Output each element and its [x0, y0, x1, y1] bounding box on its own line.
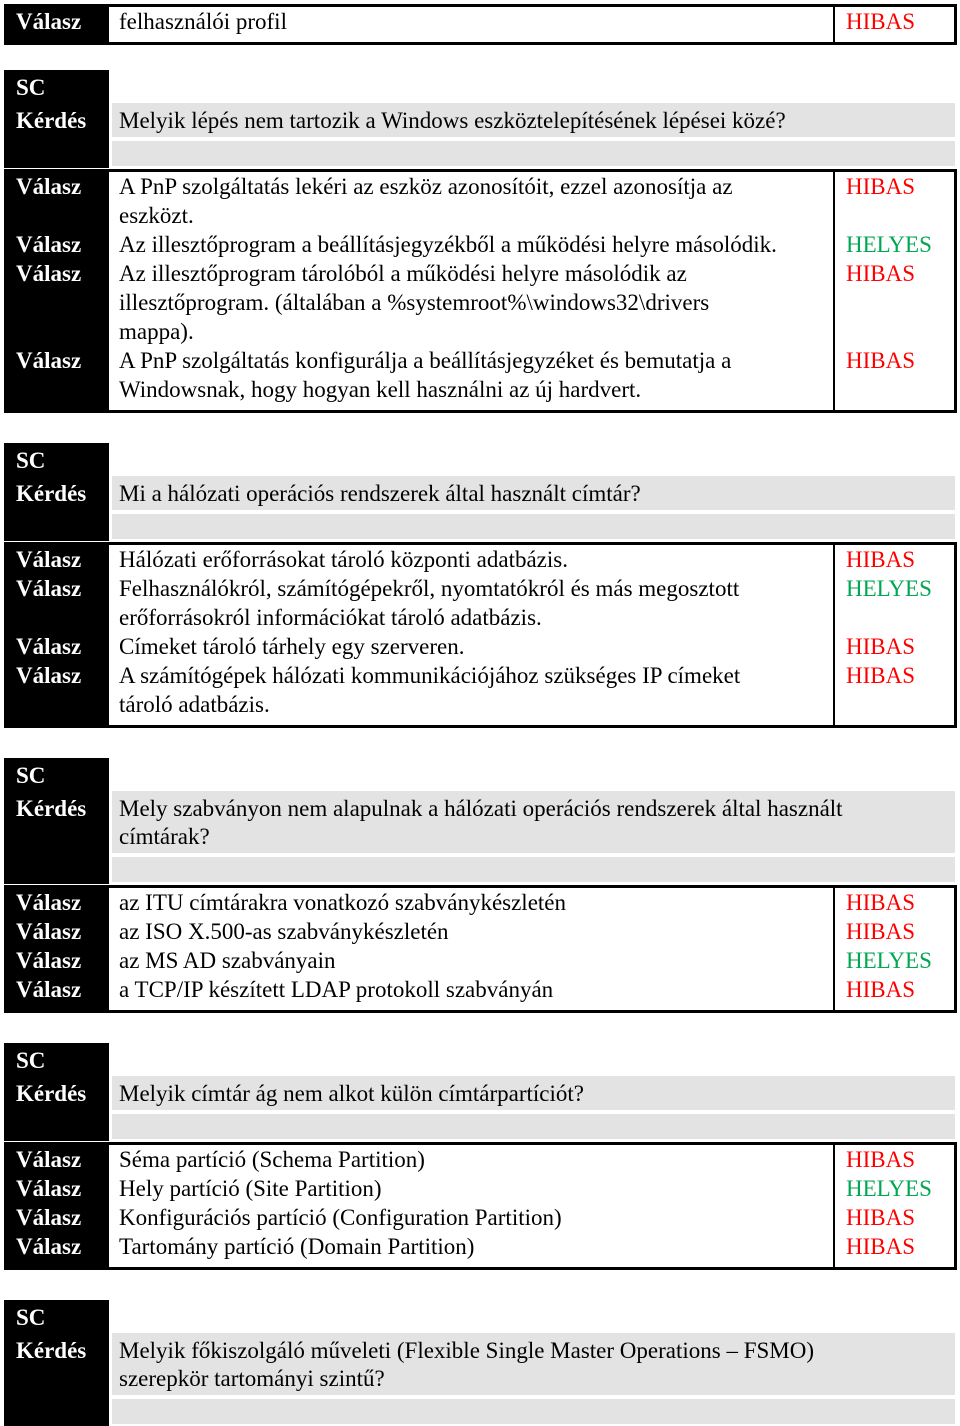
answer-text: Konfigurációs partíció (Configuration Partition)	[119, 1205, 562, 1230]
question-label: Kérdés	[16, 796, 87, 821]
answer-label: Válasz	[16, 948, 82, 973]
answer-text: Az illesztőprogram tárolóból a működési helyre másolódik az	[119, 261, 687, 286]
status-wrong: HIBAS	[846, 890, 916, 915]
question-spacer-cell	[112, 514, 955, 539]
answer-text: az MS AD szabványain	[119, 948, 336, 973]
question-text: Mi a hálózati operációs rendszerek által használt címtár?	[119, 481, 641, 506]
answer-text: Hálózati erőforrásokat tároló központi adatbázis.	[119, 547, 568, 572]
answer-label: Válasz	[16, 977, 82, 1002]
question-text: szerepkör tartományi szintű?	[119, 1366, 385, 1391]
answer-text: tároló adatbázis.	[119, 692, 270, 717]
answer-label: Válasz	[16, 1205, 82, 1230]
answers-block	[4, 169, 957, 413]
status-wrong: HIBAS	[846, 919, 916, 944]
status-wrong: HIBAS	[846, 1147, 916, 1172]
answers-block	[4, 1142, 957, 1270]
question-block	[4, 758, 957, 884]
status-column-divider	[833, 4, 835, 45]
status-wrong: HIBAS	[846, 634, 916, 659]
answer-text: erőforrásokról információkat tároló adatbázis.	[119, 605, 542, 630]
status-wrong: HIBAS	[846, 9, 916, 34]
question-block	[4, 1043, 957, 1141]
answer-text: Hely partíció (Site Partition)	[119, 1176, 382, 1201]
question-spacer-cell	[112, 857, 955, 882]
answer-label: Válasz	[16, 663, 82, 688]
status-correct: HELYES	[846, 576, 932, 601]
sc-label: SC	[16, 1305, 46, 1330]
answer-text: felhasználói profil	[119, 9, 287, 34]
status-correct: HELYES	[846, 1176, 932, 1201]
question-spacer-cell	[112, 1114, 955, 1139]
answer-label: Válasz	[16, 348, 82, 373]
question-label: Kérdés	[16, 1081, 87, 1106]
answer-label: Válasz	[16, 1147, 82, 1172]
status-wrong: HIBAS	[846, 348, 916, 373]
question-label: Kérdés	[16, 1338, 87, 1363]
status-wrong: HIBAS	[846, 547, 916, 572]
answer-text: illesztőprogram. (általában a %systemroot%\windows32\drivers	[119, 290, 710, 315]
answers-block	[4, 885, 957, 1013]
status-column-divider	[833, 1142, 835, 1270]
answer-text: mappa).	[119, 319, 194, 344]
answer-text: az ITU címtárakra vonatkozó szabványkészletén	[119, 890, 567, 915]
answer-text: eszközt.	[119, 203, 194, 228]
status-wrong: HIBAS	[846, 261, 916, 286]
answer-text: A PnP szolgáltatás konfigurálja a beállításjegyzéket és bemutatja a	[119, 348, 732, 373]
question-spacer-cell	[112, 1399, 955, 1424]
status-correct: HELYES	[846, 232, 932, 257]
answer-text: Címeket tároló tárhely egy szerveren.	[119, 634, 465, 659]
question-text: Melyik lépés nem tartozik a Windows eszköztelepítésének lépései közé?	[119, 108, 786, 133]
sc-label: SC	[16, 448, 46, 473]
question-spacer-cell	[112, 141, 955, 166]
answer-text: A számítógépek hálózati kommunikációjához szükséges IP címeket	[119, 663, 741, 688]
answer-text: Séma partíció (Schema Partition)	[119, 1147, 425, 1172]
answer-label: Válasz	[16, 634, 82, 659]
question-text: címtárak?	[119, 824, 210, 849]
question-block	[4, 70, 957, 168]
answer-text: Az illesztőprogram a beállításjegyzékből a működési helyre másolódik.	[119, 232, 777, 257]
status-wrong: HIBAS	[846, 977, 916, 1002]
answer-text: Tartomány partíció (Domain Partition)	[119, 1234, 475, 1259]
status-column-divider	[833, 885, 835, 1013]
question-text: Melyik főkiszolgáló műveleti (Flexible Single Master Operations – FSMO)	[119, 1338, 815, 1363]
answer-label: Válasz	[16, 919, 82, 944]
question-label: Kérdés	[16, 481, 87, 506]
answer-text: Windowsnak, hogy hogyan kell használni az új hardvert.	[119, 377, 642, 402]
answer-label: Válasz	[16, 890, 82, 915]
question-text: Mely szabványon nem alapulnak a hálózati operációs rendszerek által használt	[119, 796, 843, 821]
answer-label: Válasz	[16, 174, 82, 199]
question-block	[4, 1300, 957, 1426]
status-correct: HELYES	[846, 948, 932, 973]
answer-text: Felhasználókról, számítógépekről, nyomtatókról és más megosztott	[119, 576, 740, 601]
status-column-divider	[833, 169, 835, 413]
answer-label: Válasz	[16, 1234, 82, 1259]
status-wrong: HIBAS	[846, 174, 916, 199]
answer-label: Válasz	[16, 1176, 82, 1201]
answer-text: az ISO X.500-as szabványkészletén	[119, 919, 449, 944]
status-wrong: HIBAS	[846, 1205, 916, 1230]
status-wrong: HIBAS	[846, 1234, 916, 1259]
sc-label: SC	[16, 75, 46, 100]
answer-label: Válasz	[16, 232, 82, 257]
question-text: Melyik címtár ág nem alkot külön címtárpartíciót?	[119, 1081, 584, 1106]
status-column-divider	[833, 542, 835, 728]
answers-block	[4, 542, 957, 728]
answer-label: Válasz	[16, 547, 82, 572]
answer-label: Válasz	[16, 9, 82, 34]
answer-text: a TCP/IP készített LDAP protokoll szabványán	[119, 977, 554, 1002]
top-answer-block	[4, 4, 957, 45]
sc-label: SC	[16, 763, 46, 788]
sc-label: SC	[16, 1048, 46, 1073]
question-label: Kérdés	[16, 108, 87, 133]
status-wrong: HIBAS	[846, 663, 916, 688]
answer-label: Válasz	[16, 576, 82, 601]
answer-text: A PnP szolgáltatás lekéri az eszköz azonosítóit, ezzel azonosítja az	[119, 174, 733, 199]
question-block	[4, 443, 957, 541]
answer-label: Válasz	[16, 261, 82, 286]
